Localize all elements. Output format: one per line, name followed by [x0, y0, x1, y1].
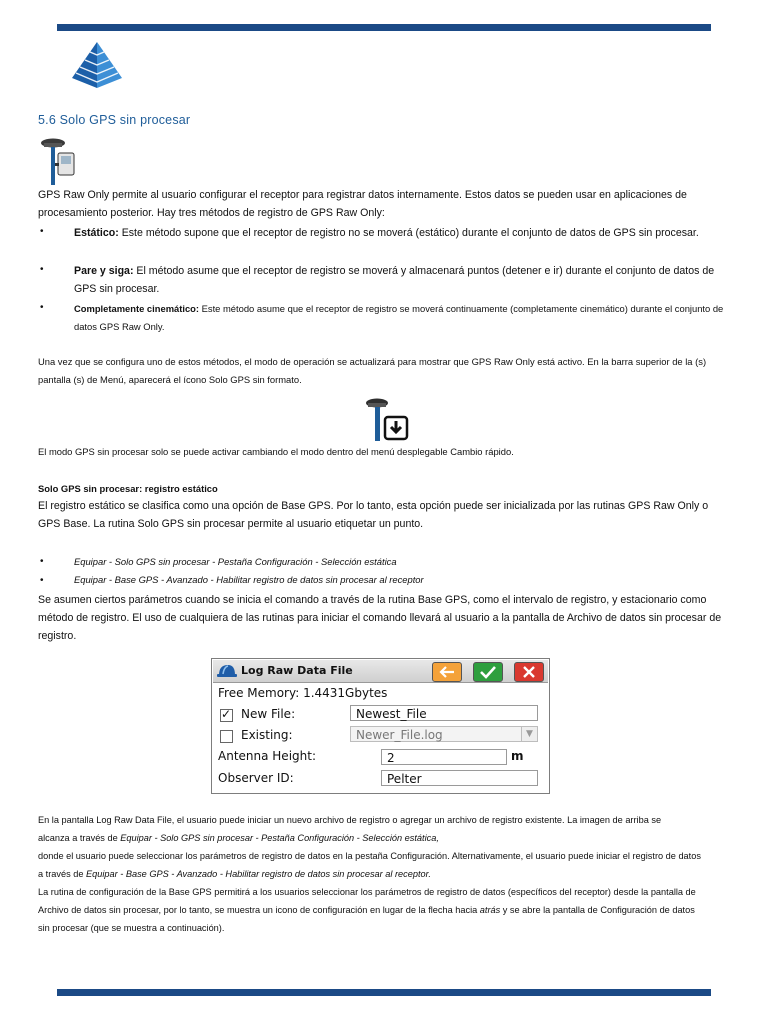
static-paragraph: El registro estático se clasifica como una opción de Base GPS. Por lo tanto, esta opción puede ser inicializada por las rutinas GPS Raw Only o GPS Base. La rutina Solo GPS sin procesar permite al usuario etiquetar un punto. — [38, 500, 709, 530]
bottom-line-5: La rutina de configuración de la Base GPS permitirá a los usuarios seleccionar los parámetros de registro de datos (específicos del receptor) desde la pantalla de — [38, 887, 696, 897]
top-rule — [57, 24, 711, 31]
checkmark-icon — [479, 665, 497, 679]
mode-paragraph: El modo GPS sin procesar solo se puede activar cambiando el modo dentro del menú desplegable Cambio rápido. — [38, 446, 514, 457]
existing-file-value: Newer_File.log — [356, 728, 443, 742]
bullet-marker: • — [40, 556, 44, 567]
bullet-marker: • — [40, 575, 44, 586]
observer-id-label: Observer ID: — [218, 771, 294, 785]
existing-file-select[interactable] — [350, 726, 538, 742]
section-heading: 5.6 Solo GPS sin procesar — [38, 113, 191, 127]
back-button[interactable] — [432, 662, 462, 682]
chevron-down-icon[interactable]: ▼ — [521, 727, 537, 741]
hard-hat-icon — [217, 663, 237, 679]
bullet-marker: • — [40, 226, 44, 237]
bottom-line-7: sin procesar (que se muestra a continuación). — [38, 923, 225, 933]
icon-paragraph: Una vez que se configura uno de estos métodos, el modo de operación se actualizará para mostrar que GPS Raw Only está activo. En la barra superior de la (s) pantalla (s) de Menú, aparecerá el ícono Solo GPS sin formato. — [38, 356, 707, 385]
bottom-line-4: a través de Equipar - Base GPS - Avanzado - Habilitar registro de datos sin procesar al receptor. — [38, 869, 431, 879]
gps-receiver-pole-icon — [38, 137, 78, 185]
path-base-advanced: Equipar - Base GPS - Avanzado - Habilitar registro de datos sin procesar al receptor — [74, 574, 424, 585]
gps-raw-only-icon — [363, 397, 411, 442]
new-file-checkbox[interactable]: ✓ — [221, 707, 232, 721]
bullet-stop-and-go: Pare y siga: El método asume que el receptor de registro se moverá y almacenará puntos (detener e ir) durante el conjunto de datos de GPS sin procesar. — [74, 265, 715, 295]
antenna-unit: m — [511, 749, 524, 763]
existing-label: Existing: — [241, 728, 293, 742]
log-raw-data-file-dialog — [211, 658, 550, 794]
new-file-input[interactable]: Newest_File — [350, 705, 538, 721]
bottom-line-6: Archivo de datos sin procesar, por lo tanto, se muestra un icono de configuración en lugar de la flecha hacia atrás y se abre la pantalla de Configuración de datos — [38, 905, 695, 915]
subheading: Solo GPS sin procesar: registro estático — [38, 483, 218, 494]
bullet-marker: • — [40, 264, 44, 275]
intro-paragraph: GPS Raw Only permite al usuario configurar el receptor para registrar datos internamente. Estos datos se pueden usar en aplicaciones de procesamiento posterior. Hay tres métodos de registro de GPS Raw Only: — [38, 189, 687, 219]
free-memory-label: Free Memory: 1.4431Gbytes — [218, 686, 388, 700]
path-static-selection: Equipar - Solo GPS sin procesar - Pestaña Configuración - Selección estática — [74, 556, 397, 567]
existing-checkbox[interactable] — [220, 730, 233, 743]
dialog-title-bar — [213, 660, 548, 683]
bottom-paragraph — [38, 811, 738, 937]
pyramid-logo-icon — [70, 40, 124, 90]
bottom-rule — [57, 989, 711, 996]
arrow-left-icon — [438, 665, 456, 679]
new-file-label: New File: — [241, 707, 296, 721]
bottom-line-2: alcanza a través de Equipar - Solo GPS sin procesar - Pestaña Configuración - Selección estática, — [38, 833, 439, 843]
bullet-kinematic: Completamente cinemático: Este método asume que el receptor de registro se moverá continuamente (completamente cinemático) durante el conjunto de datos GPS Raw Only. — [74, 303, 724, 332]
bottom-line-1: En la pantalla Log Raw Data File, el usuario puede iniciar un nuevo archivo de registro o agregar un archivo de registro existente. La imagen de arriba se — [38, 815, 662, 825]
antenna-height-label: Antenna Height: — [218, 749, 316, 763]
cancel-button[interactable] — [514, 662, 544, 682]
bullet-marker: • — [40, 302, 44, 313]
dialog-title: Log Raw Data File — [241, 664, 353, 677]
observer-id-input[interactable]: Pelter — [381, 770, 538, 786]
params-paragraph: Se asumen ciertos parámetros cuando se inicia el comando a través de la rutina Base GPS, como el intervalo de registro, y estacionario como método de registro. El uso de cualquiera de las rutinas para iniciar el comando llevará al usuario a la pantalla de Archivo de datos sin procesar de registro. — [38, 594, 722, 642]
close-icon — [520, 665, 538, 679]
accept-button[interactable] — [473, 662, 503, 682]
bullet-static: Estático: Este método supone que el receptor de registro no se moverá (estático) durante el conjunto de datos de GPS sin procesar. — [74, 227, 699, 239]
bottom-line-3: donde el usuario puede seleccionar los parámetros de registro de datos en la pestaña Configuración. Alternativamente, el usuario puede iniciar el registro de datos — [38, 851, 701, 861]
antenna-height-input[interactable]: 2 — [381, 749, 507, 765]
